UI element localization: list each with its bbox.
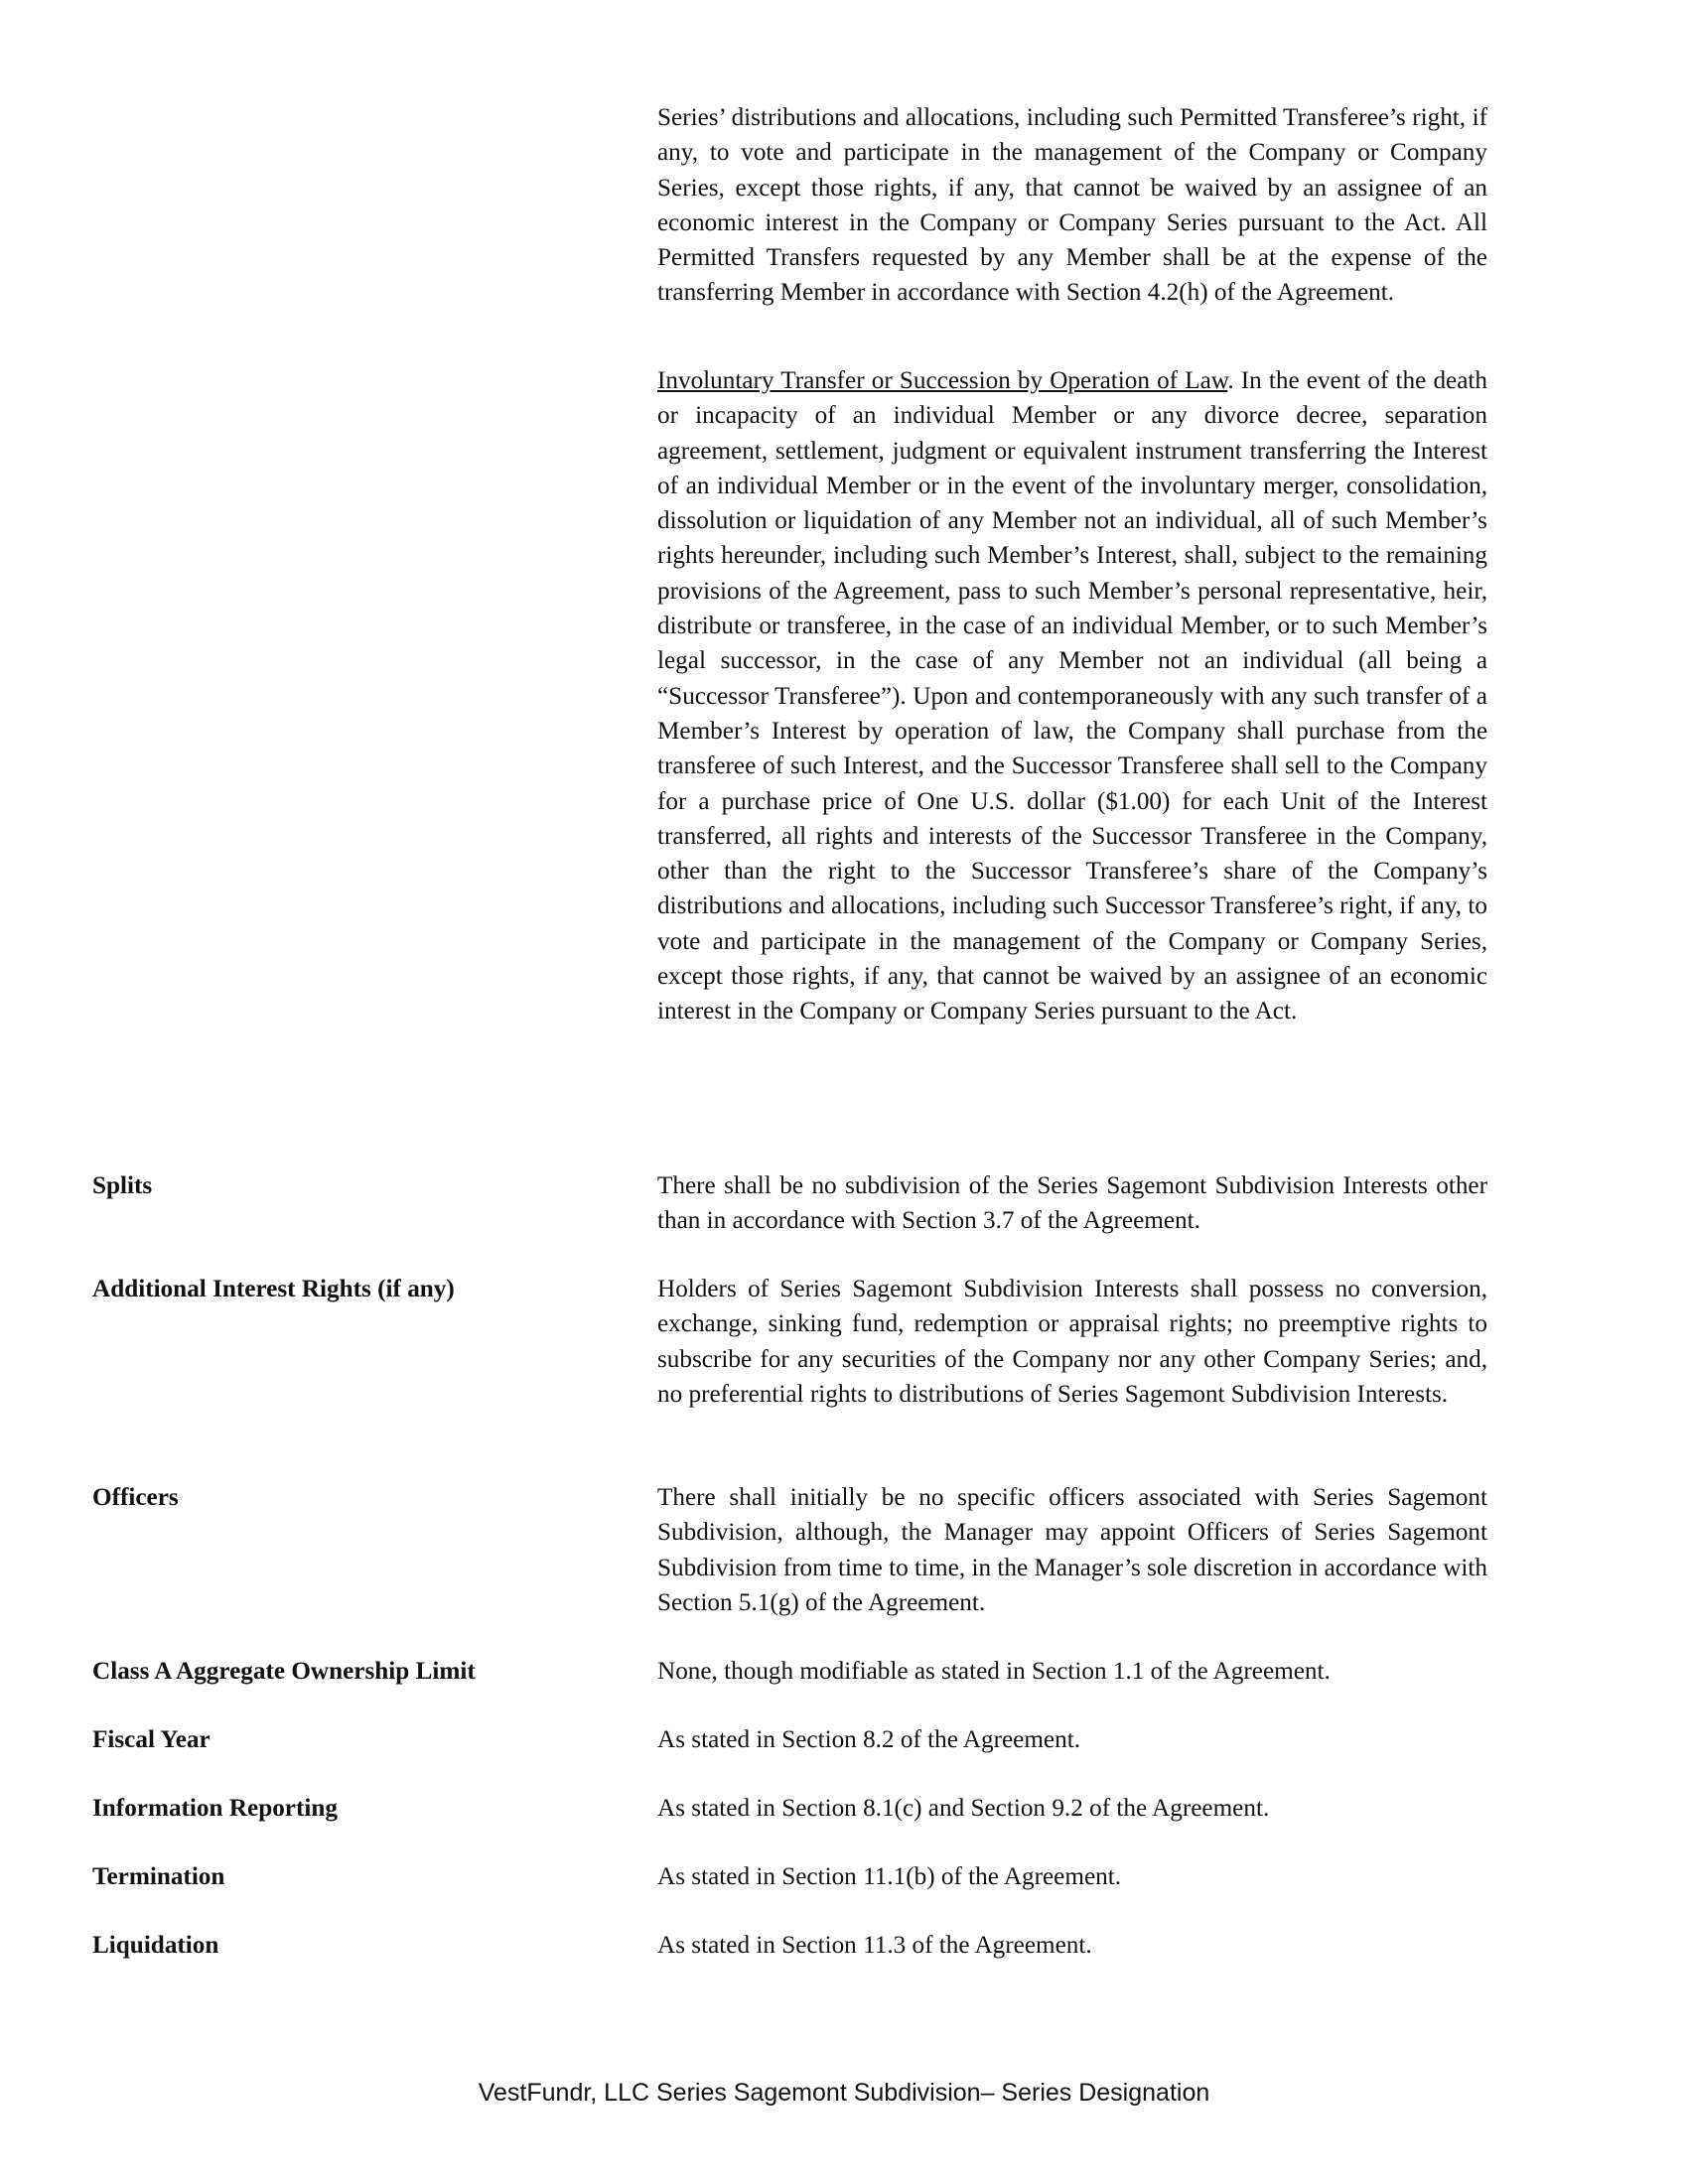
term-value: As stated in Section 11.1(b) of the Agreement. — [657, 1863, 1122, 1890]
involuntary-transfer-heading: Involuntary Transfer or Succession by Operation of Law — [657, 367, 1228, 394]
involuntary-transfer-paragraph — [657, 363, 1487, 1029]
term-label: Splits — [92, 1172, 153, 1199]
term-value: There shall be no subdivision of the Series Sagemont Subdivision Interests other than in accordance with Section 3.7 of the Agreement. — [657, 1172, 1487, 1235]
term-label: Officers — [92, 1484, 179, 1511]
term-label: Termination — [92, 1863, 225, 1890]
term-value: Holders of Series Sagemont Subdivision Interests shall possess no conversion, exchange, sinking fund, redemption or appraisal rights; no preemptive rights to subscribe for any securities of the Company nor any other Company Series; and, no preferential rights to distributions of Series Sagemont Subdivision Interests. — [657, 1276, 1487, 1408]
continued-paragraph-text: Series’ distributions and allocations, including such Permitted Transferee’s right, if any, to vote and participate in the management of the Company or Company Series, except those rights, if any, that cannot be waived by an assignee of an economic interest in the Company or Company Series pursuant to the Act. All Permitted Transfers requested by any Member shall be at the expense of the transferring Member in accordance with Section 4.2(h) of the Agreement. — [657, 104, 1487, 307]
term-value: There shall initially be no specific officers associated with Series Sagemont Subdivision, although, the Manager may appoint Officers of Series Sagemont Subdivision from time to time, in the Manager’s sole discretion in accordance with Section 5.1(g) of the Agreement. — [657, 1484, 1487, 1616]
page-footer: VestFundr, LLC Series Sagemont Subdivision– Series Designation — [478, 2079, 1210, 2107]
term-value: As stated in Section 8.1(c) and Section 9.2 of the Agreement. — [657, 1795, 1270, 1822]
term-value: None, though modifiable as stated in Section 1.1 of the Agreement. — [657, 1658, 1331, 1685]
term-label: Fiscal Year — [92, 1726, 211, 1753]
continued-paragraph — [657, 100, 1487, 311]
term-label: Class A Aggregate Ownership Limit — [92, 1658, 476, 1685]
involuntary-transfer-section — [657, 363, 1487, 1029]
term-value: As stated in Section 8.2 of the Agreement. — [657, 1726, 1080, 1753]
term-label: Information Reporting — [92, 1795, 338, 1822]
term-label: Liquidation — [92, 1932, 219, 1959]
term-value: As stated in Section 11.3 of the Agreement. — [657, 1932, 1092, 1959]
term-label: Additional Interest Rights (if any) — [92, 1276, 455, 1302]
involuntary-transfer-body: . In the event of the death or incapacity of an individual Member or any divorce decree, separation agreement, settlement, judgment or equivalent instrument transferring the Interest of an individual Member or in the event of the involuntary merger, consolidation, dissolution or liquidation of any Member not an individual, all of such Member’s rights hereunder, including such Member’s Interest, shall, subject to the remaining provisions of the Agreement, pass to such Member’s personal representative, heir, distribute or transferee, in the case of an individual Member, or to such Member’s legal successor, in the case of any Member not an individual (all being a “Successor Transferee”). Upon and contemporaneously with any such transfer of a Member’s Interest by operation of law, the Company shall purchase from the transferee of such Interest, and the Successor Transferee shall sell to the Company for a purchase price of One U.S. dollar ($1.00) for each Unit of the Interest transferred, all rights and interests of the Successor Transferee in the Company, other than the right to the Successor Transferee’s share of the Company’s distributions and allocations, including such Successor Transferee’s right, if any, to vote and participate in the management of the Company or Company Series, except those rights, if any, that cannot be waived by an assignee of an economic interest in the Company or Company Series pursuant to the Act. — [657, 367, 1487, 1025]
